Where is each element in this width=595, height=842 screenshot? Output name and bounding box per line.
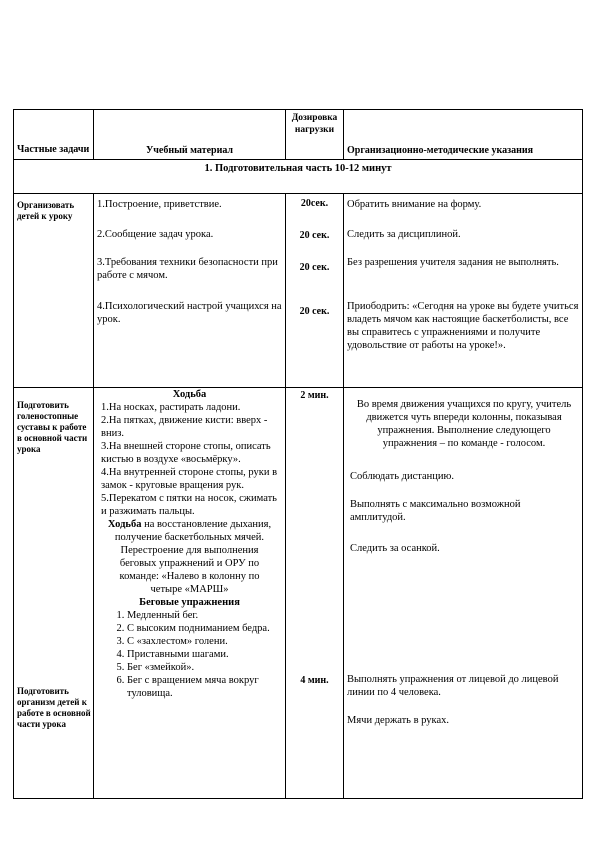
recovery-walking-bold: Ходьба bbox=[107, 519, 142, 530]
block2-task-2: Подготовить организм детей к работе в основной части урока bbox=[17, 686, 91, 729]
walking-item: 4.На внутренней стороне стопы, руки в замок - круговые вращения рук. bbox=[101, 467, 278, 491]
walking-item: 2.На пятках, движение кисти: вверх - вниз. bbox=[101, 415, 268, 439]
rebuild-command: Перестроение для выполнения беговых упражнений и ОРУ по команде: «Налево в колонну по четыре «МАРШ» bbox=[119, 545, 260, 595]
block1-note-4: Приободрить: «Сегодня на уроке вы будете учиться владеть мячом как настоящие баскетболисты, все вы справитесь с упражнениями и получите удовольствие от работы на уроке!». bbox=[347, 301, 579, 351]
block1-note-3: Без разрешения учителя задания не выполнять. bbox=[347, 257, 559, 268]
walking-item: 5.Перекатом с пятки на носок, сжимать и разжимать пальцы. bbox=[101, 493, 277, 517]
note-hold-balls: Мячи держать в руках. bbox=[347, 715, 450, 726]
walking-item: 3.На внешней стороне стопы, описать кистью в воздухе «восьмёрку». bbox=[101, 441, 271, 465]
block2-task-1: Подготовить голеностопные суставы к работе в основной части урока bbox=[17, 400, 88, 454]
lesson-plan-table bbox=[13, 109, 583, 799]
running-item: 6. Бег с вращением мяча вокруг туловища. bbox=[127, 674, 282, 700]
running-item: 4. Приставными шагами. bbox=[127, 648, 282, 661]
recovery-walking-text: на восстановление дыхания, получение баскетбольных мячей. bbox=[114, 519, 272, 543]
section-row bbox=[14, 160, 583, 194]
note-lines: Выполнять упражнения от лицевой до лицевой линии по 4 человека. bbox=[347, 674, 559, 698]
walking-title: Ходьба bbox=[172, 389, 207, 400]
block1-material bbox=[94, 194, 286, 388]
header-dose: Дозировка нагрузки bbox=[286, 110, 344, 160]
walking-time: 2 мин. bbox=[300, 390, 329, 401]
header-row bbox=[14, 110, 583, 160]
header-notes: Организационно-методические указания bbox=[344, 110, 583, 160]
block1-row bbox=[14, 194, 583, 388]
note-distance: Соблюдать дистанцию. bbox=[350, 471, 454, 482]
block2-row bbox=[14, 388, 583, 799]
recovery-walking bbox=[97, 518, 282, 544]
running-title: Беговые упражнения bbox=[139, 597, 240, 608]
section-title: 1. Подготовительная часть 10-12 минут bbox=[14, 160, 583, 194]
running-time: 4 мин. bbox=[300, 675, 329, 686]
block1-time-2: 20 сек. bbox=[299, 230, 330, 241]
block1-material-2: 2.Сообщение задач урока. bbox=[97, 229, 214, 240]
block1-note-1: Обратить внимание на форму. bbox=[347, 199, 482, 210]
block2-material bbox=[94, 388, 286, 799]
block2-tasks bbox=[14, 388, 94, 799]
block1-dose bbox=[286, 194, 344, 388]
block1-task: Организовать детей к уроку bbox=[14, 194, 94, 388]
running-item: 1. Медленный бег. bbox=[127, 609, 282, 622]
running-item: 5. Бег «змейкой». bbox=[127, 661, 282, 674]
block2-dose bbox=[286, 388, 344, 799]
block1-time-1: 20сек. bbox=[300, 198, 329, 209]
walking-item: 1.На носках, растирать ладони. bbox=[101, 402, 241, 413]
note-posture: Следить за осанкой. bbox=[350, 543, 440, 554]
running-item: 3. С «захлестом» голени. bbox=[127, 635, 282, 648]
header-tasks: Частные задачи bbox=[14, 110, 94, 160]
block1-time-3: 20 сек. bbox=[299, 262, 330, 273]
running-list bbox=[97, 609, 282, 700]
note-teacher-movement: Во время движения учащихся по кругу, учитель движется чуть впереди колонны, показывая упражнения. Выполнение следующего упражнения – по команде - голосом. bbox=[356, 399, 572, 449]
block1-notes bbox=[344, 194, 583, 388]
header-material: Учебный материал bbox=[94, 110, 286, 160]
block1-material-1: 1.Построение, приветствие. bbox=[97, 199, 222, 210]
block1-material-4: 4.Психологический настрой учащихся на урок. bbox=[97, 301, 282, 325]
running-item: 2. С высоким подниманием бедра. bbox=[127, 622, 282, 635]
block1-note-2: Следить за дисциплиной. bbox=[347, 229, 461, 240]
block1-material-3: 3.Требования техники безопасности при работе с мячом. bbox=[97, 257, 278, 281]
note-amplitude: Выполнять с максимально возможной амплитудой. bbox=[350, 499, 521, 523]
block1-time-4: 20 сек. bbox=[299, 306, 330, 317]
block2-notes bbox=[344, 388, 583, 799]
